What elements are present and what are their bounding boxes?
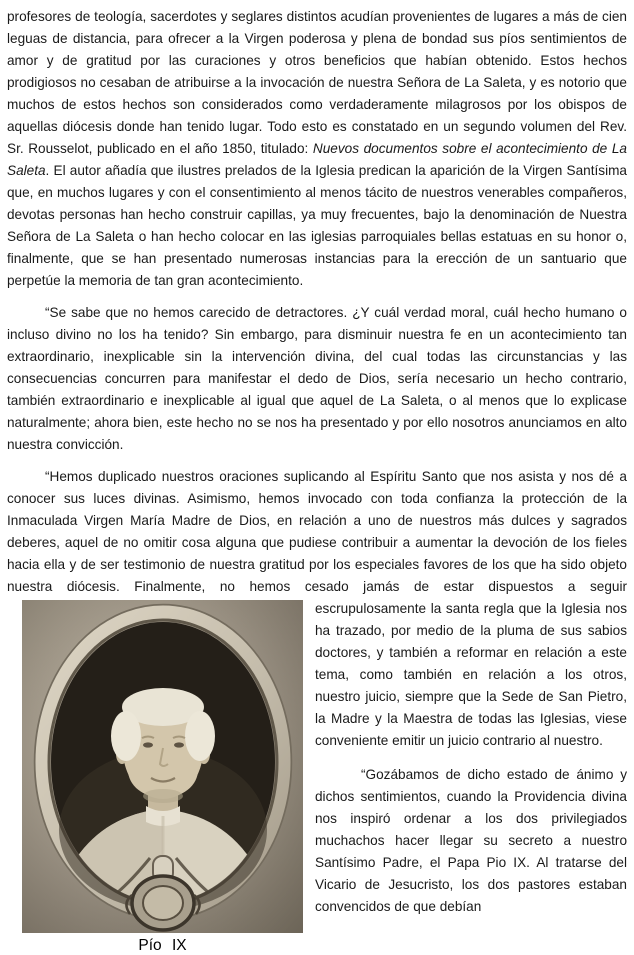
paragraph-4: “Gozábamos de dicho estado de ánimo y dichos sentimientos, cuando la Providencia divina nos inspiró ordenar a los dos privilegiados muchachos hacer llegar su secreto a nuestro Santísimo Padre, el Papa Pio IX. Al tratarse del Vicario de Jesucristo, los dos pastores estaban convencidos de que debían (315, 767, 627, 914)
paragraph-1 (7, 6, 627, 292)
paragraph-3-lead: “Hemos duplicado nuestros oraciones suplicando al Espíritu Santo que nos asista y nos dé a conocer sus luces divinas. Asimismo, hemos invocado con toda confianza la protección de la Inmaculada Virgen María Madre de Dios, en relación a uno de nuestros más dulces y sagrados deberes, aquel de no omitir cosa alguna que pudiese contribuir a aumentar la devoción de los fieles hacia ella y de ser testimonio de nuestra gratitud por los especiales favores de los que ha sido objeto nuestra diócesis. Finalmente, no hemos cesado jamás de estar dispuestos a seguir (7, 469, 627, 594)
italic-book-title: Nuevos documentos sobre el acontecimiento de La Saleta (7, 141, 627, 178)
pius-ix-portrait-photo (22, 600, 303, 933)
portrait-caption: Pío IX (138, 937, 187, 954)
paragraph-1-text-post: . El autor añadía que ilustres prelados de la Iglesia predican la aparición de la Virgen Santísima que, en muchos lugares y con el consentimiento al menos tácito de nuestros venerables compañeros, devotas personas han hecho construir capillas, ya muy frecuentes, bajo la denominación de Nuestra Señora de La Saleta o han hecho colocar en las iglesias parroquiales bellas estatuas en su honor o, finalmente, que se han presentado numerosas instancias para la erección de un santuario que perpetúe la memoria de tan gran acontecimiento. (7, 163, 627, 288)
image-and-wrapped-text-section (7, 598, 627, 954)
paragraph-2: “Se sabe que no hemos carecido de detractores. ¿Y cuál verdad moral, cuál hecho humano o incluso divino no los ha tenido? Sin embargo, para disminuir nuestra fe en un acontecimiento tan extraordinario, inexplicable sin la intervención divina, del cual todas las circunstancias y las consecuencias concurren para manifestar el dedo de Dios, sería necesario un hecho contrario, también extraordinario e inexplicable al igual que aquel de La Saleta, o al menos que lo explicase naturalmente; ahora bien, este hecho no se nos ha presentado y por ello nosotros anunciamos en alto nuestra convicción. (7, 305, 627, 452)
paragraph-3-continued: escrupulosamente la santa regla que la Iglesia nos ha trazado, por medio de la pluma de sus sabios doctores, y también a reformar en relación a este tema, como también en relación a los otros, nuestro juicio, siempre que la Sede de San Pietro, la Madre y la Maestra de todas las Iglesias, viese conveniente emitir un juicio contrario al nuestro. (315, 601, 627, 748)
pius-ix-portrait-figure (22, 600, 303, 955)
paragraph-1-text-pre: profesores de teología, sacerdotes y seglares distintos acudían provenientes de lugares a más de cien leguas de distancia, para ofrecer a la Virgen poderosa y plena de bondad sus píos sentimientos de amor y de gratitud por las curaciones y otros beneficios que habían obtenido. Estos hechos prodigiosos no cesaban de atribuirse a la invocación de nuestra Señora de La Saleta, y es notorio que muchos de estos hechos son considerados como verdaderamente milagrosos por los obispos de aquellas diócesis donde han tenido lugar. Todo esto es constatado en un segundo volumen del Rev. Sr. Rousselot, publicado en el año 1850, titulado: (7, 9, 627, 156)
